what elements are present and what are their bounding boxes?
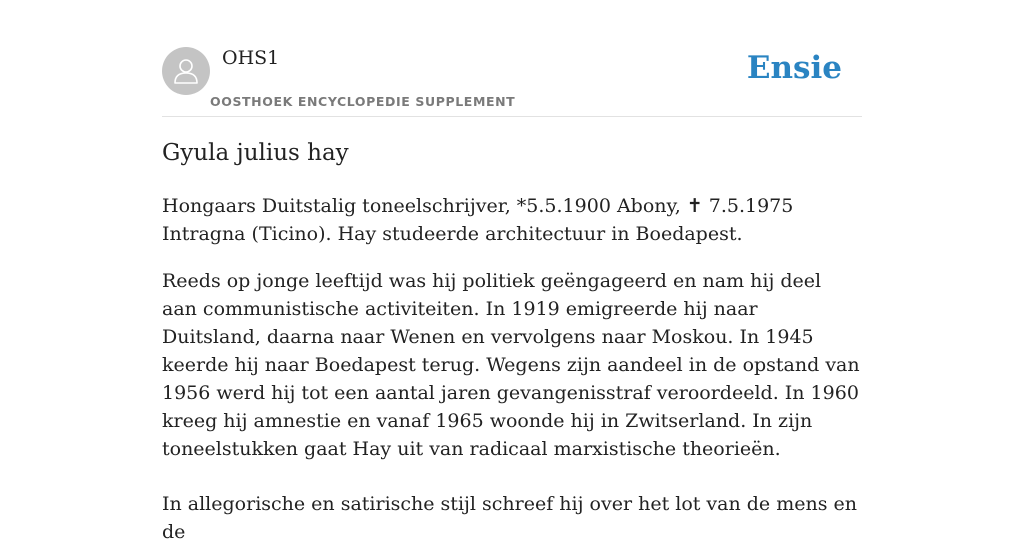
author-avatar[interactable] bbox=[162, 47, 210, 95]
article-paragraph-2: Reeds op jonge leeftijd was hij politiek geëngageerd en nam hij deel aan communistische activiteiten. In 1919 emigreerde hij naar Duitsland, daarna naar Wenen en vervolgens naar Moskou. In 1945 keerde hij naar Boedapest terug. Wegens zijn aandeel in de opstand van 1956 werd hij tot een aantal jaren gevangenisstraf veroordeeld. In 1960 kreeg hij amnestie en vanaf 1965 woonde hij in Zwitserland. In zijn toneelstukken gaat Hay uit van radicaal marxistische theorieën. bbox=[162, 270, 860, 460]
author-name[interactable]: OHS1 bbox=[222, 47, 280, 69]
article-title: Gyula julius hay bbox=[162, 140, 349, 166]
article-paragraph-3: In allegorische en satirische stijl schreef hij over het lot van de mens en de bbox=[162, 493, 857, 543]
user-icon bbox=[171, 56, 201, 86]
ensie-logo[interactable]: Ensie bbox=[746, 50, 842, 86]
article-paragraph-1: Hongaars Duitstalig toneelschrijver, *5.5.1900 Abony, ✝ 7.5.1975 Intragna (Ticino). Hay studeerde architectuur in Boedapest. bbox=[162, 195, 794, 245]
article-header bbox=[162, 0, 862, 117]
page-container bbox=[162, 0, 862, 543]
source-label[interactable]: OOSTHOEK ENCYCLOPEDIE SUPPLEMENT bbox=[210, 94, 516, 109]
